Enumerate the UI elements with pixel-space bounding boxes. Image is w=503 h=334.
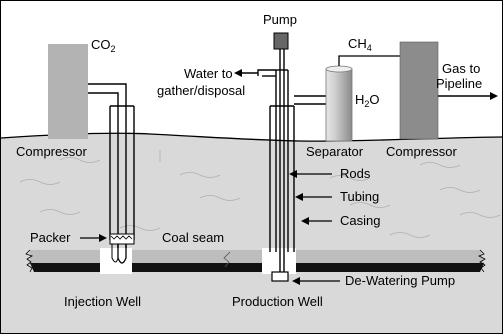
tubing-label: Tubing <box>340 189 380 204</box>
packer-label: Packer <box>30 230 71 245</box>
coal-seam-band <box>30 263 484 272</box>
co2-label: $CO_2$ <box>91 37 116 54</box>
water-label-line2: gather/disposal <box>157 83 246 98</box>
pump-head <box>274 33 288 49</box>
rods-label: Rods <box>340 166 371 181</box>
compressor-right <box>400 42 438 139</box>
casing-label: Casing <box>340 213 381 228</box>
production-well-label: Production Well <box>232 294 323 309</box>
coal-seam-upper <box>30 250 484 263</box>
compressor-right-label: Compressor <box>386 144 457 159</box>
coal-seam-label: Coal seam <box>162 230 225 245</box>
pump-label: Pump <box>263 12 297 27</box>
separator-top <box>326 66 352 72</box>
separator-label: Separator <box>306 144 364 159</box>
gas-to-label: Gas to <box>442 61 481 76</box>
injection-well-label: Injection Well <box>64 294 142 309</box>
pipeline-label: Pipeline <box>436 76 483 91</box>
ch4-label: $CH_4$ <box>348 36 372 53</box>
compressor-left <box>48 44 88 139</box>
production-perforation-gap <box>262 248 296 274</box>
water-label-line1: Water to <box>184 66 233 81</box>
injection-perforation-gap <box>100 248 132 274</box>
de-watering-pump-label: De-Watering Pump <box>345 273 456 288</box>
h2o-label: $H_2O$ <box>355 92 380 109</box>
compressor-left-label: Compressor <box>16 144 87 159</box>
separator <box>326 69 352 141</box>
de-watering-pump <box>272 272 288 281</box>
